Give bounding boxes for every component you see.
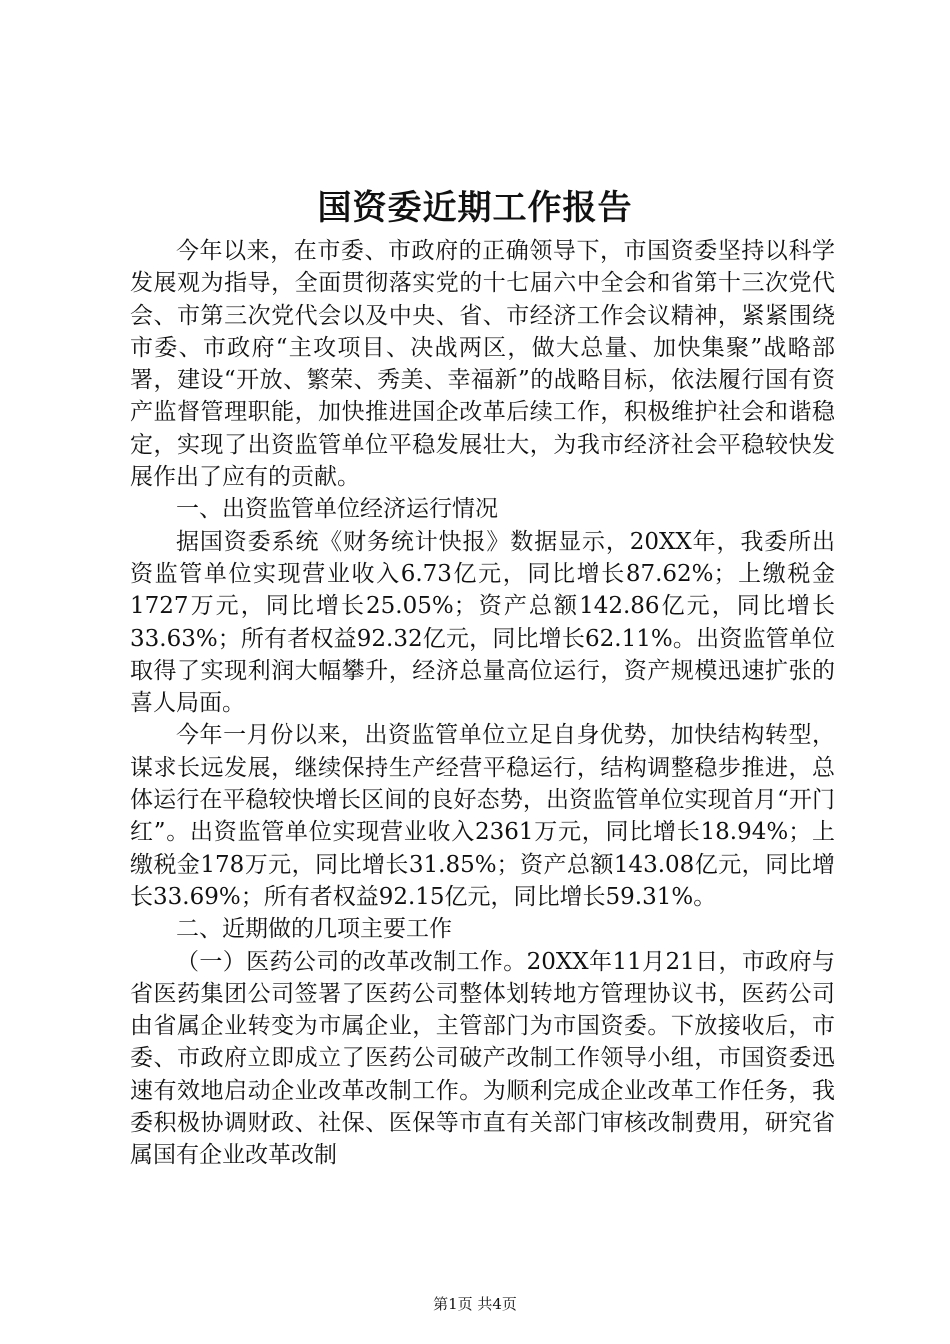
intro-paragraph: 今年以来，在市委、市政府的正确领导下，市国资委坚持以科学发展观为指导，全面贯彻落实党的十七届六中全会和省第十三次党代会、市第三次党代会以及中央、省、市经济工作会议精神，紧紧围绕市委、市政府“主攻项目、决战两区，做大总量、加快集聚”战略部署，建设“开放、繁荣、秀美、幸福新”的战略目标，依法履行国有资产监督管理职能，加快推进国企改革后续工作，积极维护社会和谐稳定，实现了出资监管单位平稳发展壮大，为我市经济社会平稳较快发展作出了应有的贡献。: [130, 238, 835, 491]
stats-paragraph: 据国资委系统《财务统计快报》数据显示，20XX年，我委所出资监管单位实现营业收入6.73亿元，同比增长87.62%；上缴税金1727万元，同比增长25.05%；资产总额142.86亿元，同比增长33.63%；所有者权益92.32亿元，同比增长62.11%。出资监管单位取得了实现利润大幅攀升，经济总量高位运行，资产规模迅速扩张的喜人局面。: [130, 528, 835, 717]
document-body: [130, 235, 835, 1172]
document-title: 国资委近期工作报告: [317, 188, 633, 228]
pharma-reform-paragraph: （一）医药公司的改革改制工作。20XX年11月21日，市政府与省医药集团公司签署了医药公司整体划转地方管理协议书，医药公司由省属企业转变为市属企业，主管部门为市国资委。下放接收后，市委、市政府立即成立了医药公司破产改制工作领导小组，市国资委迅速有效地启动企业改革改制工作。为顺利完成企业改革工作任务，我委积极协调财政、社保、医保等市直有关部门审核改制费用，研究省属国有企业改革改制: [130, 948, 835, 1169]
page-footer: 第1页 共4页: [433, 1295, 517, 1313]
january-paragraph: 今年一月份以来，出资监管单位立足自身优势，加快结构转型，谋求长远发展，继续保持生产经营平稳运行，结构调整稳步推进，总体运行在平稳较快增长区间的良好态势，出资监管单位实现首月“开门红”。出资监管单位实现营业收入2361万元，同比增长18.94%；上缴税金178万元，同比增长31.85%；资产总额143.08亿元，同比增长33.69%；所有者权益92.15亿元，同比增长59.31%。: [130, 722, 835, 910]
section-heading-2: 二、近期做的几项主要工作: [176, 916, 452, 943]
section-heading-1: 一、出资监管单位经济运行情况: [176, 496, 498, 523]
